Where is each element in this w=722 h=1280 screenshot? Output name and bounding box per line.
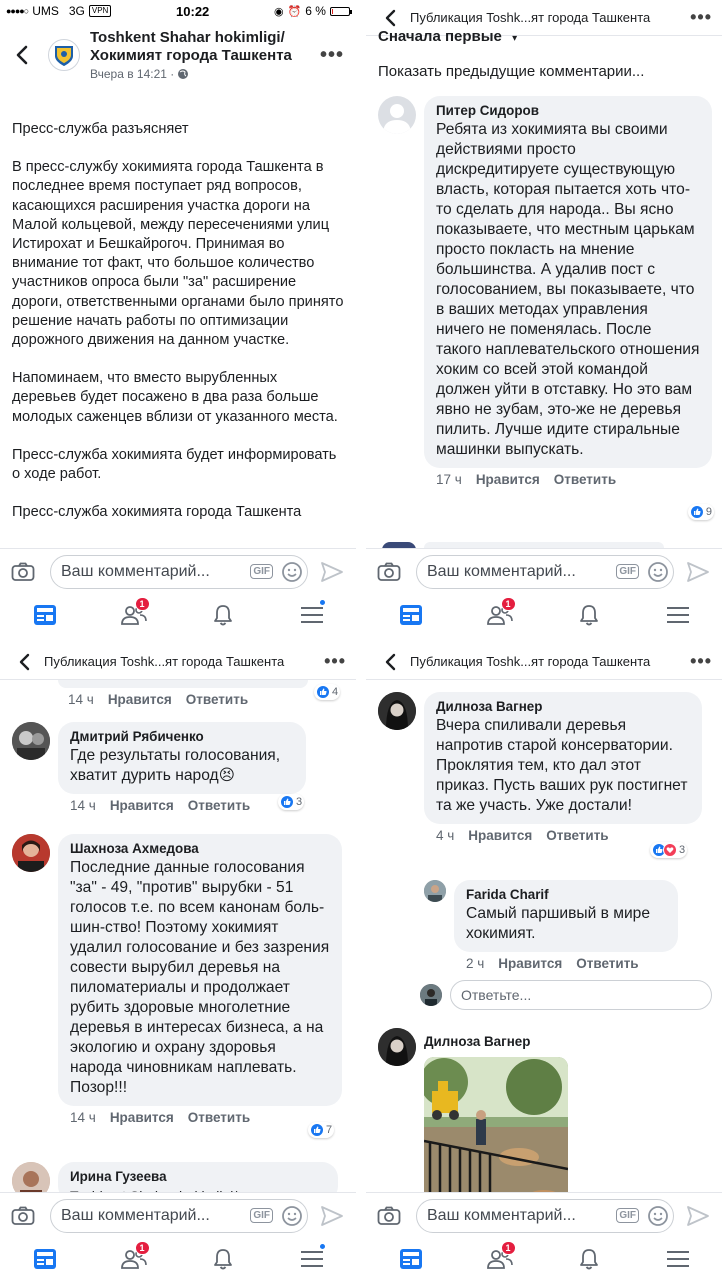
user-photo-icon (424, 880, 446, 902)
more-options-button[interactable]: ••• (319, 43, 344, 66)
avatar[interactable] (12, 834, 50, 872)
chevron-down-icon: ▾ (512, 33, 518, 44)
news-feed-icon (399, 604, 423, 626)
comment-input[interactable] (50, 555, 308, 589)
avatar[interactable] (378, 692, 416, 730)
comment-time: 14 ч (68, 692, 94, 707)
friends-badge: 1 (501, 1241, 516, 1255)
tab-bar (366, 1238, 722, 1280)
menu-icon (301, 1250, 323, 1268)
default-avatar-icon (378, 96, 416, 134)
comments-panel-2 (0, 644, 356, 1280)
tab-menu[interactable] (292, 599, 332, 631)
tab-bar (0, 1238, 356, 1280)
reply-comment (412, 880, 722, 971)
comment-placeholder: Ваш комментарий... (427, 1206, 576, 1224)
comment-text: Самый паршивый в мире хокимият. (466, 905, 651, 942)
comment-bubble[interactable] (58, 722, 306, 794)
tab-notifications[interactable] (569, 1243, 609, 1275)
avatar[interactable] (378, 1028, 416, 1066)
comment-time: 14 ч (70, 1110, 96, 1125)
comment-actions (424, 824, 712, 843)
signal-icon: ●●●●○ (6, 6, 29, 16)
send-icon (320, 1205, 344, 1227)
tab-bar (0, 594, 356, 636)
comment (0, 722, 356, 813)
post-paragraph: Пресс-служба хокимията будет информировать о ходе работ. (12, 446, 337, 483)
like-button[interactable]: Нравится (468, 828, 533, 843)
tab-news-feed[interactable] (391, 1243, 431, 1275)
comment-composer (366, 1192, 722, 1238)
gif-button[interactable]: GIF (616, 564, 639, 579)
vpn-badge: VPN (89, 5, 111, 17)
alarm-icon: ⏰ (287, 5, 302, 18)
emoji-icon (281, 1205, 303, 1227)
avatar[interactable] (424, 880, 446, 902)
camera-button[interactable] (10, 559, 36, 585)
post-header (0, 22, 356, 88)
tab-friends[interactable] (480, 1243, 520, 1275)
commenter-name[interactable]: Дилноза Вагнер (424, 1034, 531, 1049)
comment-composer (0, 1192, 356, 1238)
reaction-number: 9 (705, 506, 712, 518)
comment (366, 96, 722, 518)
page-logo[interactable] (48, 39, 80, 71)
like-button[interactable]: Нравится (109, 798, 174, 813)
back-button[interactable] (10, 43, 34, 67)
sort-dropdown[interactable] (378, 28, 517, 45)
post-paragraph: Напоминаем, что вместо вырубленных деревьев будет посажено в два раза больше молодых саженцев вблизи от указанного места. (12, 370, 338, 425)
reply-button[interactable]: Ответить (553, 472, 617, 487)
comments-panel-3 (366, 644, 722, 1280)
user-photo-icon (420, 984, 442, 1006)
send-icon (686, 1205, 710, 1227)
menu-notification-dot (319, 1243, 326, 1250)
tab-bar (366, 594, 722, 636)
send-button[interactable] (318, 1202, 346, 1230)
comment-actions (58, 1106, 346, 1125)
menu-icon (667, 606, 689, 624)
gif-button[interactable]: GIF (616, 1208, 639, 1223)
commenter-name[interactable]: Дмитрий Рябиченко (70, 729, 204, 744)
comments-header (366, 644, 722, 680)
tab-friends[interactable] (114, 599, 154, 631)
comment-actions (424, 468, 712, 487)
comments-title: Публикация Toshk...ят города Ташкента (410, 10, 651, 25)
reaction-number: 7 (326, 1124, 333, 1136)
tab-news-feed[interactable] (391, 599, 431, 631)
emoji-icon (281, 561, 303, 583)
emoji-icon (647, 1205, 669, 1227)
chevron-left-icon (19, 653, 30, 671)
send-button[interactable] (684, 1202, 712, 1230)
reaction-count[interactable] (308, 1122, 334, 1138)
like-button[interactable]: Нравится (475, 472, 540, 487)
comment-composer (366, 548, 722, 594)
comment-placeholder: Ваш комментарий... (427, 562, 576, 580)
comment (366, 692, 722, 856)
camera-button[interactable] (10, 1203, 36, 1229)
comment-placeholder: Ваш комментарий... (61, 1206, 210, 1224)
comment-bubble[interactable] (58, 680, 308, 688)
comment-input[interactable] (416, 555, 674, 589)
camera-button[interactable] (376, 1203, 402, 1229)
like-reaction-icon (316, 685, 330, 699)
comment-text: Вчера спиливали деревья напротив старой консерватории. Проклятия тем, кто дал этот приказ. Пусть ваших рук постигнет та же участь. Уже достали! (436, 717, 688, 814)
reply-button[interactable]: Ответить (546, 828, 609, 843)
network-label: 3G (68, 4, 85, 18)
battery-percent: 6 % (305, 4, 326, 18)
lock-rotation-icon: ◉ (273, 5, 284, 18)
comment-time: 17 ч (436, 472, 462, 487)
camera-icon (11, 562, 35, 582)
user-photo-icon (12, 722, 50, 760)
gif-button[interactable]: GIF (250, 564, 273, 579)
like-reaction-icon (310, 1123, 324, 1137)
reply-composer (420, 980, 712, 1010)
comments-title: Публикация Toshk...ят города Ташкента (44, 654, 285, 669)
comment-composer (0, 548, 356, 594)
friends-badge: 1 (135, 597, 150, 611)
comments-panel-1 (366, 0, 722, 636)
chevron-left-icon (385, 653, 396, 671)
camera-icon (377, 1206, 401, 1226)
comment-bubble[interactable] (58, 834, 342, 1106)
send-button[interactable] (684, 558, 712, 586)
bell-icon (579, 1248, 599, 1270)
bell-icon (213, 1248, 233, 1270)
comment-time: 14 ч (70, 798, 96, 813)
tab-notifications[interactable] (203, 599, 243, 631)
comment-placeholder: Ваш комментарий... (61, 562, 210, 580)
chevron-left-icon (16, 45, 28, 65)
commenter-name[interactable]: Шахноза Ахмедова (70, 841, 199, 856)
menu-icon (667, 1250, 689, 1268)
like-button[interactable]: Нравится (109, 1110, 174, 1125)
like-button[interactable]: Нравится (107, 692, 172, 707)
news-feed-icon (33, 604, 57, 626)
comment-bubble[interactable] (424, 96, 712, 468)
tab-notifications[interactable] (569, 599, 609, 631)
clock: 10:22 (176, 3, 210, 19)
sort-label: Сначала первые (378, 28, 502, 45)
like-reaction-icon (690, 505, 704, 519)
city-emblem-icon (51, 42, 77, 68)
reply-input[interactable]: Ответьте... (450, 980, 712, 1010)
commenter-name[interactable]: Farida Charif (466, 887, 549, 902)
status-bar (0, 0, 356, 22)
tab-friends[interactable] (114, 1243, 154, 1275)
carrier-label: UMS (32, 4, 59, 18)
post-paragraph: Пресс-служба хокимията города Ташкента (12, 504, 302, 521)
commenter-name[interactable]: Дилноза Вагнер (436, 699, 543, 714)
reply-button[interactable]: Ответить (576, 956, 639, 971)
user-photo-icon (378, 1028, 416, 1066)
like-button[interactable]: Нравится (498, 956, 563, 971)
reaction-count[interactable] (278, 794, 304, 810)
bell-icon (579, 604, 599, 626)
own-avatar[interactable] (420, 984, 442, 1006)
comment-input[interactable] (416, 1199, 674, 1233)
gif-button[interactable]: GIF (250, 1208, 273, 1223)
tab-menu[interactable] (658, 1243, 698, 1275)
tab-notifications[interactable] (203, 1243, 243, 1275)
previous-comments-link[interactable]: Показать предыдущие комментарии... (378, 63, 645, 80)
comment-text: Ребята из хокимията вы своими действиями просто дискредитируете существующую власть, которая пытается хоть что-то сделать для народа.. Вы ясно показываете, что местным царькам просто покласть на мнение большинства. А удалив пост с голосованием, вы показываете, что в ваших методах управления ничего не поменялась. После такого наплевательского отношения хоким со всей этой командой должен уйти в отставку. Но это вам явно не зубам, это-же не деревья пилить. Лучше идите стиральные машинки выпускать. (436, 121, 700, 458)
chevron-left-icon (385, 9, 396, 27)
reaction-number: 3 (679, 844, 686, 856)
user-photo-icon (12, 834, 50, 872)
globe-icon (177, 68, 189, 80)
menu-notification-dot (319, 599, 326, 606)
reaction-count[interactable] (650, 842, 687, 858)
post-paragraph: В пресс-службу хокимията города Ташкента в последнее время поступает ряд вопросов, касающихся расширения участка дороги на Малой кольцевой, между пересечениями улиц Истирохат и Бешкайрогоч. Принимая во внимание тот факт, что большое количество участников опроса были "за" расширение дороги, ответственными органами было принято решение начать работы по оптимизации дорожного движения на данном участке. (12, 159, 344, 349)
comment-bubble[interactable] (454, 880, 678, 952)
like-reaction-icon (280, 795, 294, 809)
comment-bubble[interactable] (424, 692, 702, 824)
tab-news-feed[interactable] (25, 1243, 65, 1275)
more-options-button[interactable]: ••• (690, 651, 712, 671)
post-text (0, 88, 356, 522)
avatar[interactable] (378, 96, 416, 134)
comment-input[interactable] (50, 1199, 308, 1233)
post-paragraph: Пресс-служба разъясняет (12, 121, 189, 137)
comment-actions (56, 688, 248, 707)
comments-header (0, 644, 356, 680)
more-options-button[interactable]: ••• (324, 651, 346, 671)
news-feed-icon (33, 1248, 57, 1270)
reaction-number: 3 (296, 796, 303, 808)
comments-title: Публикация Toshk...ят города Ташкента (410, 654, 651, 669)
send-button[interactable] (318, 558, 346, 586)
news-feed-icon (399, 1248, 423, 1270)
comment-actions (454, 952, 712, 971)
commenter-name[interactable]: Ирина Гузеева (70, 1169, 167, 1184)
send-icon (320, 561, 344, 583)
comment-time: 2 ч (466, 956, 485, 971)
tab-menu[interactable] (658, 599, 698, 631)
user-photo-icon (378, 692, 416, 730)
reply-button[interactable]: Ответить (187, 798, 251, 813)
back-button[interactable] (14, 650, 34, 674)
post-panel (0, 0, 356, 636)
tab-menu[interactable] (292, 1243, 332, 1275)
reply-button[interactable]: Ответить (185, 692, 249, 707)
menu-icon (301, 606, 323, 624)
post-time[interactable]: Вчера в 14:21 · (90, 67, 175, 81)
reaction-count[interactable] (314, 684, 340, 700)
comment-text: Где результаты голосования, хватит дурить народ😣 (70, 747, 281, 784)
reaction-count[interactable] (688, 504, 714, 520)
friends-badge: 1 (135, 1241, 150, 1255)
reply-button[interactable]: Ответить (187, 1110, 251, 1125)
back-button[interactable] (380, 6, 400, 30)
reaction-number: 4 (332, 686, 339, 698)
back-button[interactable] (380, 650, 400, 674)
camera-icon (11, 1206, 35, 1226)
love-reaction-icon (663, 843, 677, 857)
tab-news-feed[interactable] (25, 599, 65, 631)
send-icon (686, 561, 710, 583)
battery-icon (330, 7, 350, 16)
camera-icon (377, 562, 401, 582)
emoji-icon (647, 561, 669, 583)
avatar[interactable] (12, 722, 50, 760)
tab-friends[interactable] (480, 599, 520, 631)
camera-button[interactable] (376, 559, 402, 585)
comment (0, 834, 356, 1136)
comment-time: 4 ч (436, 828, 455, 843)
comment-text: Последние данные голосования "за" - 49, "против" вырубки - 51 голосов т.е. по всем канонам боль-шин-ство! Поэтому хокимият удалил голосование и без зазрения совести вырубил деревья на пиломатериалы и продолжает рубить здоровые многолетние деревья в интересах бизнеса, а на экологию и охрану здоровья народа чиновникам наплевать. Позор!!! (70, 859, 330, 1096)
bell-icon (213, 604, 233, 626)
commenter-name[interactable]: Питер Сидоров (436, 103, 539, 118)
more-options-button[interactable]: ••• (690, 7, 712, 27)
friends-badge: 1 (501, 597, 516, 611)
page-name[interactable]: Toshkent Shahar hokimligi/ Хокимият города Ташкента (90, 29, 292, 64)
